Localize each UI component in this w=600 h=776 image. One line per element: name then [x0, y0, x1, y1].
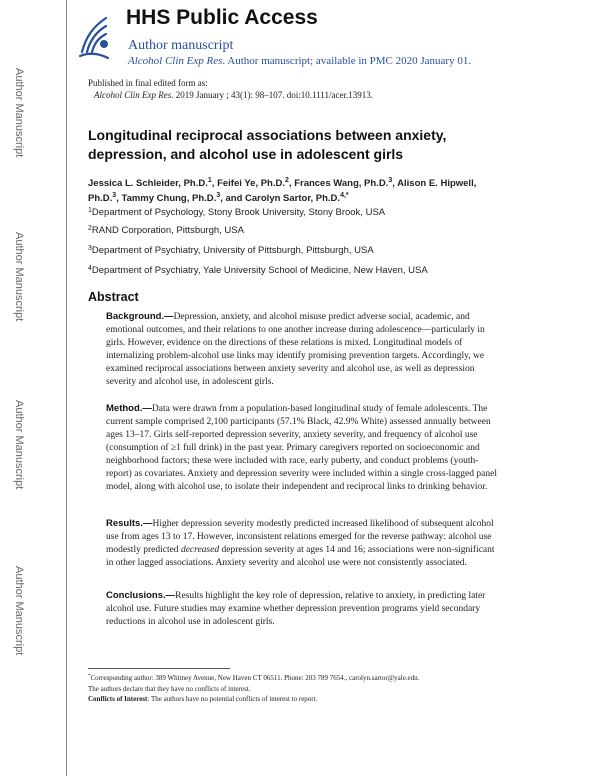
author-manuscript-label: Author Manuscript [13, 68, 25, 158]
author-list: Jessica L. Schleider, Ph.D.$^1$, Feifei Ye, Ph.D.$^2$, Frances Wang, Ph.D.$^3$, Alison E. Hipwell, Ph.D.$^3$, Tammy Chung, Ph.D.$^3$, and Carolyn Sartor, Ph.D.$^{4,*}$ [88, 177, 477, 204]
citation-journal: Alcohol Clin Exp Res [94, 90, 172, 100]
affiliation-number: 4 [88, 265, 92, 272]
affiliation-text: Department of Psychiatry, Yale University School of Medicine, New Haven, USA [91, 265, 428, 276]
author-name: Feifei Ye, Ph.D. [217, 178, 285, 189]
citation-details: . 2019 January ; 43(1): 98–107. doi:10.1111/acer.13913. [171, 90, 373, 100]
citation [88, 89, 373, 101]
availability-text: . Author manuscript; available in PMC 2020 January 01. [222, 55, 472, 67]
hhs-eagle-logo [76, 12, 112, 64]
footnote-divider [88, 668, 230, 669]
affiliation [88, 225, 244, 236]
section-text: Higher depression severity modestly predicted increased likelihood of subsequent alcohol use from ages 13 to 17. However, inconsistent relations emerged for the reverse pathway: alcohol use modestly predicted [106, 519, 494, 555]
author-affiliation-mark: 2 [285, 177, 289, 184]
emphasis-text: decreased [180, 545, 220, 555]
abstract-method [106, 402, 498, 494]
published-label: Published in final edited form as: [88, 78, 208, 88]
author-name: Frances Wang, Ph.D. [294, 178, 389, 189]
author-affiliation-mark: 3 [216, 192, 221, 199]
author-name: Jessica L. Schleider, Ph.D. [88, 178, 208, 189]
author-name: Carolyn Sartor, Ph.D. [245, 193, 341, 204]
margin-divider [66, 0, 67, 776]
hhs-public-access-title: HHS Public Access [126, 6, 318, 29]
section-label: Method.— [106, 403, 152, 414]
affiliation [88, 245, 374, 256]
author-affiliation-mark: 4,* [340, 192, 349, 199]
author-manuscript-label: Author Manuscript [13, 400, 25, 490]
article-title: Longitudinal reciprocal associations between anxiety, depression, and alcohol use in adolescent girls [88, 127, 447, 162]
affiliation-text: Department of Psychiatry, University of Pittsburgh, Pittsburgh, USA [91, 245, 374, 256]
affiliation-number: 1 [88, 207, 92, 214]
conflicts-of-interest-note [88, 694, 498, 705]
left-margin [0, 0, 66, 776]
abstract-conclusions [106, 589, 498, 629]
author-affiliation-mark: 3 [388, 177, 393, 184]
coi-label: Conflicts of Interest [88, 695, 148, 703]
corresponding-author-note [88, 673, 498, 684]
section-text: Data were drawn from a population-based longitudinal study of female adolescents. The current sample comprised 2,100 participants (57.1% Black, 42.9% White) assessed annually between ages 13–17. Girls self-reported depression severity, anxiety severity, and frequency of alcohol use (consumption of ≥1 full drink) in the past year. Primary caregivers reported on socioeconomic and neighborhood factors; these were included with race, early puberty, and conduct problems (youth-report) as covariates. Anxiety and depression severity were included within a single cross-lagged panel model, along with alcohol use, to isolate their independent and reciprocal links to drinking behavior. [106, 404, 497, 492]
corresponding-author-text: Corresponding author: 389 Whitney Avenue, New Haven CT 06511. Phone: 203 789 7654., carolyn.sartor@yale.edu. [90, 674, 420, 682]
abstract-heading: Abstract [88, 290, 139, 304]
affiliation-number: 3 [88, 245, 92, 252]
section-text: Results highlight the key role of depression, relative to anxiety, in predicting later alcohol use. Future studies may examine whether depression prevention programs yield secondary reductions in alcohol use in adolescent girls. [106, 591, 486, 627]
abstract-background [106, 310, 498, 389]
author-manuscript-subtitle: Author manuscript [128, 38, 234, 53]
section-text: Depression, anxiety, and alcohol misuse predict adverse social, academic, and emotional outcomes, and their relations to one another increase during adolescence—particularly in girls. However, evidence on the directions of these relations is mixed. Longitudinal models of internalizing problem-alcohol use links may identify promising prevention targets. Accordingly, we examined reciprocal associations between anxiety severity and alcohol use, as well as depression severity and alcohol use, in adolescent girls. [106, 312, 485, 387]
section-label: Background.— [106, 311, 174, 322]
author-name: Alison E. Hipwell, Ph.D. [88, 178, 477, 204]
abstract-results [106, 517, 498, 570]
author-manuscript-label: Author Manuscript [13, 566, 25, 656]
section-label: Results.— [106, 518, 153, 529]
author-affiliation-mark: 1 [207, 177, 212, 184]
author-name: Tammy Chung, Ph.D. [121, 193, 217, 204]
author-affiliation-mark: 3 [112, 192, 117, 199]
section-text: depression severity at ages 14 and 16; associations were non-significant in other lagged associations. Anxiety severity and alcohol use were not consistently associated. [106, 545, 495, 568]
footnotes [88, 673, 498, 705]
author-manuscript-label: Author Manuscript [13, 232, 25, 322]
conflict-declaration: The authors declare that they have no conflicts of interest. [88, 684, 251, 693]
affiliation-text: Department of Psychology, Stony Brook University, Stony Brook, USA [91, 207, 386, 218]
affiliation [88, 207, 385, 218]
publication-info [88, 77, 373, 101]
affiliation-text: RAND Corporation, Pittsburgh, USA [91, 225, 244, 236]
footnote-mark: * [88, 674, 91, 679]
coi-text: : The authors have no potential conflicts of interest to report. [147, 695, 318, 703]
affiliation [88, 265, 428, 276]
journal-availability-line [128, 55, 471, 67]
journal-name: Alcohol Clin Exp Res [128, 55, 223, 67]
section-label: Conclusions.— [106, 590, 176, 601]
affiliation-number: 2 [88, 225, 92, 232]
